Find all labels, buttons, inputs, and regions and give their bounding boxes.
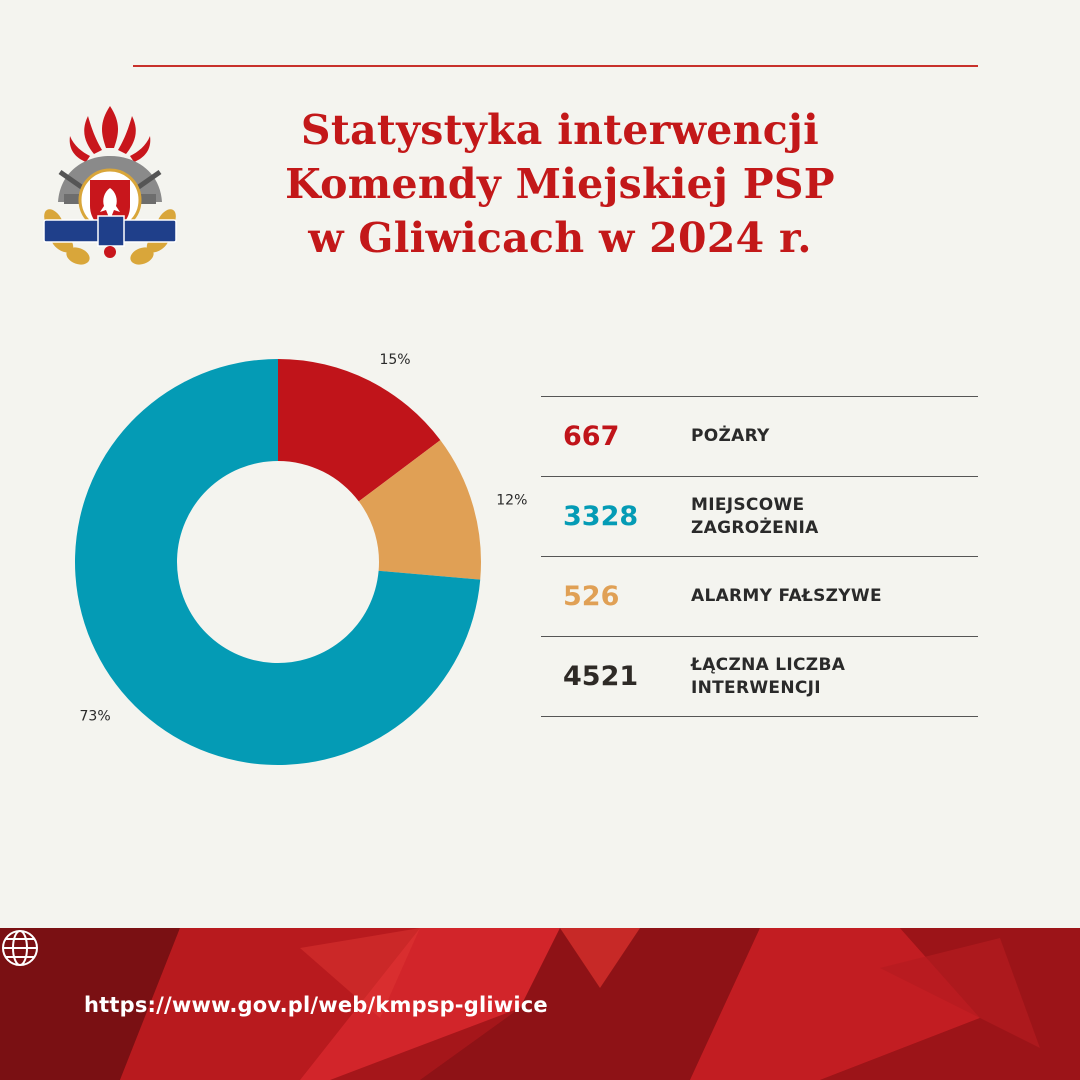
top-divider xyxy=(133,65,978,67)
page-title xyxy=(200,103,920,265)
legend-row-total xyxy=(541,637,978,717)
legend-value-false-alarms: 526 xyxy=(563,581,620,612)
title-line-1: Statystyka interwencji xyxy=(300,106,820,154)
legend-row-false-alarms xyxy=(541,557,978,637)
psp-emblem-icon xyxy=(40,102,180,272)
legend-label-total xyxy=(691,654,845,700)
title-line-3: w Gliwicach w 2024 r. xyxy=(308,214,812,262)
legend-row-fires xyxy=(541,397,978,477)
legend-row-local-threats xyxy=(541,477,978,557)
title-line-2: Komendy Miejskiej PSP xyxy=(285,160,835,208)
footer-banner xyxy=(0,928,1080,1080)
slice-label-fires: 15% xyxy=(379,351,411,368)
legend-value-total: 4521 xyxy=(563,661,639,692)
legend-label-line: INTERWENCJI xyxy=(691,677,821,698)
slice-label-local-threats: 73% xyxy=(79,708,111,725)
legend-label-line: MIEJSCOWE xyxy=(691,494,805,515)
legend-label-line: POŻARY xyxy=(691,426,770,446)
legend-label-fires xyxy=(691,425,770,448)
legend-value-local-threats: 3328 xyxy=(563,501,639,532)
legend-value-fires: 667 xyxy=(563,421,620,452)
legend-label-local-threats xyxy=(691,494,819,540)
globe-icon xyxy=(0,928,40,968)
website-link[interactable]: https://www.gov.pl/web/kmpsp-gliwice xyxy=(84,993,548,1017)
legend-label-line: ZAGROŻENIA xyxy=(691,517,819,538)
slice-label-false-alarms: 12% xyxy=(496,492,528,509)
legend-label-line: ŁĄCZNA LICZBA xyxy=(691,654,846,675)
legend-label-false-alarms xyxy=(691,585,882,608)
donut-chart xyxy=(60,345,530,785)
legend-table xyxy=(541,396,978,717)
legend-label-line: ALARMY FAŁSZYWE xyxy=(691,586,882,606)
